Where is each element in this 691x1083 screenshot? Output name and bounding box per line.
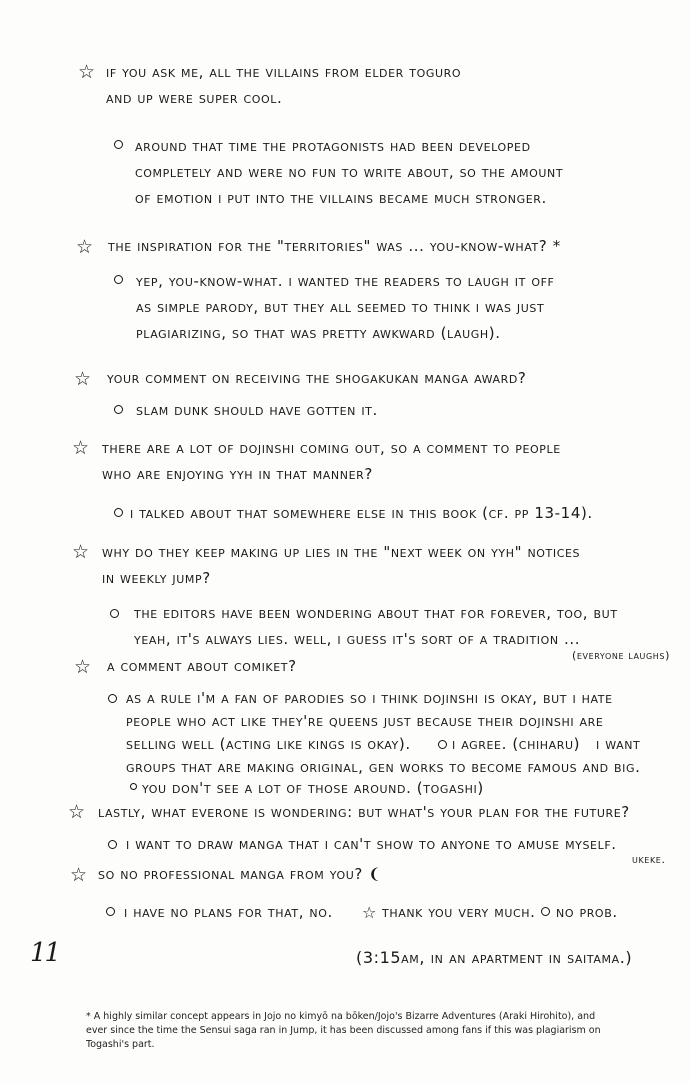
star-icon: ☆ xyxy=(74,368,92,390)
question-4-line-1: there are a lot of dojinshi coming out, so a comment to people xyxy=(102,439,561,457)
bullet-icon xyxy=(130,783,137,790)
answer-6-line-3: selling well (acting like kings is okay). xyxy=(126,735,411,753)
answer-6-inline-want: i want xyxy=(596,735,641,753)
answer-4-line-1: i talked about that somewhere else in this book (cf. pp 13-14). xyxy=(130,504,593,522)
question-5-line-2: in weekly jump? xyxy=(102,569,211,587)
question-1-line-1: if you ask me, all the villains from elder toguro xyxy=(106,63,462,81)
question-5-line-1: why do they keep making up lies in the "next week on yyh" notices xyxy=(102,543,581,561)
bullet-icon xyxy=(438,740,447,749)
star-icon: ☆ xyxy=(72,541,90,563)
answer-7-line-1: i want to draw manga that i can't show to anyone to amuse myself. xyxy=(126,835,617,853)
answer-6-inline-agree: i agree. (chiharu) xyxy=(452,735,581,753)
star-icon: ☆ xyxy=(68,801,86,823)
answer-5-line-2: yeah, it's always lies. well, i guess it's sort of a tradition ... xyxy=(134,630,581,648)
star-icon: ☆ xyxy=(74,656,92,678)
bullet-icon xyxy=(106,907,115,916)
bullet-icon xyxy=(108,694,117,703)
star-icon: ☆ xyxy=(72,437,90,459)
answer-2-line-2: as simple parody, but they all seemed to think i was just xyxy=(136,298,545,316)
answer-1-line-1: around that time the protagonists had been developed xyxy=(135,137,531,155)
answer-6-line-2: people who act like they're queens just because their dojinshi are xyxy=(126,712,604,730)
laugh-note: (everyone laughs) xyxy=(572,649,670,662)
question-4-line-2: who are enjoying yyh in that manner? xyxy=(102,465,373,483)
bullet-icon xyxy=(114,140,123,149)
ukeke-note: ukeke. xyxy=(632,853,666,866)
answer-8-inline-thanks: thank you very much. xyxy=(382,903,536,921)
star-icon: ☆ xyxy=(78,61,96,83)
bullet-icon xyxy=(110,609,119,618)
footnote: * A highly similar concept appears in Jojo no kimyō na bōken/Jojo's Bizarre Adventures (Araki Hirohito), and ever since the time the Sensui saga ran in Jump, it has been discussed among fans if this was plagiarism on Togashi's part. xyxy=(86,1011,601,1050)
answer-8-inline-noprob: no prob. xyxy=(556,903,618,921)
bullet-icon xyxy=(114,405,123,414)
question-1-line-2: and up were super cool. xyxy=(106,89,283,107)
bullet-icon xyxy=(114,508,123,517)
question-8-line-1: so no professional manga from you? ❨ xyxy=(98,865,382,883)
star-icon: ☆ xyxy=(362,903,377,922)
bullet-icon xyxy=(541,907,550,916)
answer-6-line-4: groups that are making original, gen works to become famous and big. xyxy=(126,758,641,776)
bullet-icon xyxy=(108,840,117,849)
bullet-icon xyxy=(114,275,123,284)
question-2-line-1: the inspiration for the "territories" was ... you-know-what? * xyxy=(108,237,561,255)
answer-6-line-1: as a rule i'm a fan of parodies so i think dojinshi is okay, but i hate xyxy=(126,689,613,707)
question-7-line-1: lastly, what everone is wondering: but what's your plan for the future? xyxy=(98,803,630,821)
question-6-line-1: a comment about comiket? xyxy=(107,657,297,675)
answer-1-line-3: of emotion i put into the villains became much stronger. xyxy=(135,189,547,207)
question-3-line-1: your comment on receiving the shogakukan manga award? xyxy=(107,369,527,387)
answer-8-line-1: i have no plans for that, no. xyxy=(124,903,333,921)
answer-6-inline-togashi: you don't see a lot of those around. (togashi) xyxy=(142,779,484,797)
page-number: 11 xyxy=(30,938,60,968)
answer-2-line-3: plagiarizing, so that was pretty awkward (laugh). xyxy=(136,324,501,342)
answer-3-line-1: slam dunk should have gotten it. xyxy=(136,401,378,419)
answer-1-line-2: completely and were no fun to write about, so the amount xyxy=(135,163,564,181)
closing-line: (3:15am, in an apartment in saitama.) xyxy=(356,948,633,967)
answer-2-line-1: yep, you-know-what. i wanted the readers to laugh it off xyxy=(136,272,555,290)
answer-5-line-1: the editors have been wondering about that for forever, too, but xyxy=(134,604,618,622)
star-icon: ☆ xyxy=(76,236,94,258)
star-icon: ☆ xyxy=(70,864,88,886)
